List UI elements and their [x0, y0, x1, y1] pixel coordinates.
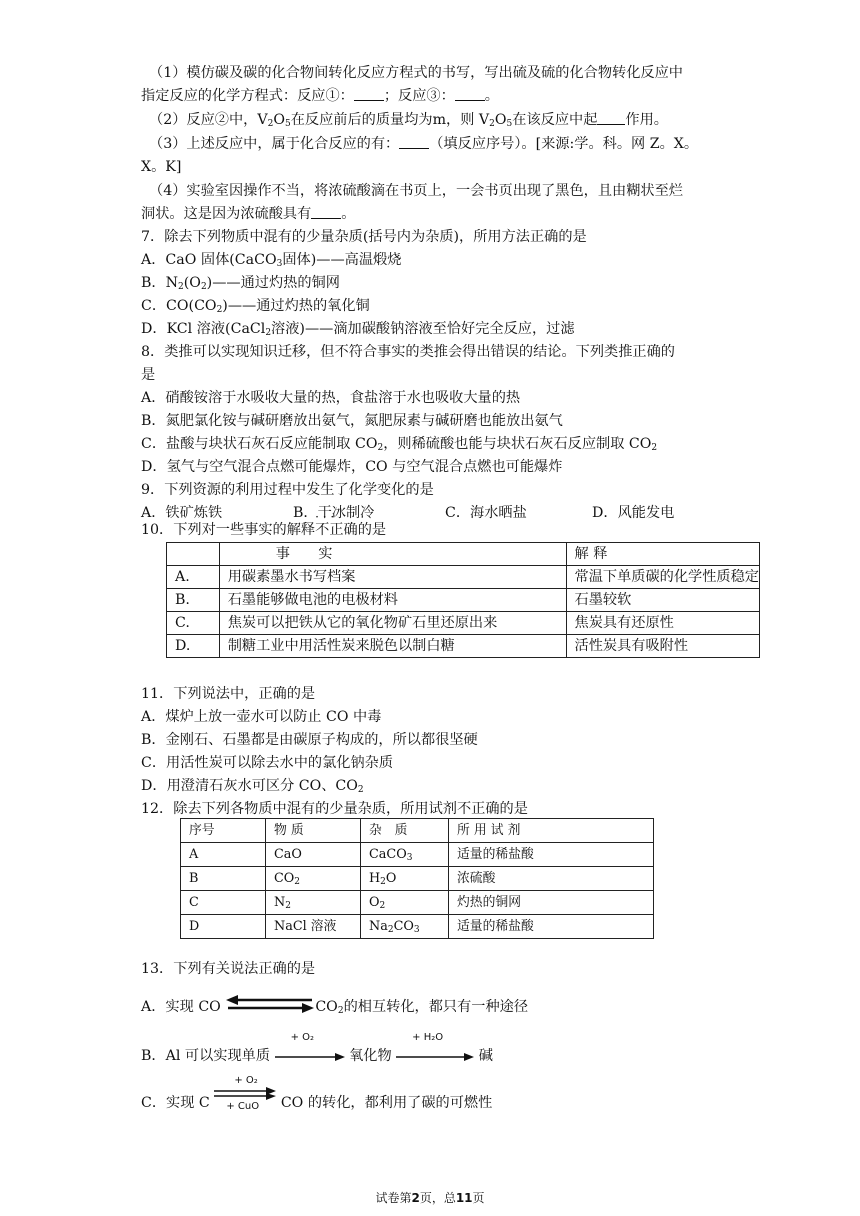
q7-option-b: B．$N_2(O_2)——$通过灼热的铜网	[141, 275, 340, 292]
q6-part4-line1: （4）实验室因操作不当，将浓硫酸滴在书页上，一会书页出现了黑色，且由糊状至烂	[149, 183, 683, 199]
table-cell: CaO	[266, 843, 361, 867]
arrow-plus-o2: + O₂	[275, 1046, 345, 1066]
table-cell	[167, 543, 220, 566]
table-cell: 焦炭可以把铁从它的氧化物矿石里还原出来	[219, 612, 566, 635]
emphasis-dots: 不正确 · · ·	[315, 520, 358, 540]
q7-option-a: A．CaO 固体(CaCO$_3$固体)——高温煅烧	[141, 252, 402, 269]
table-cell: $O_2$	[361, 891, 449, 915]
q13-option-b: B．Al 可以实现单质 + O₂ 氧化物 + H₂O 碱	[141, 1032, 493, 1064]
q9-option-a: A．铁矿炼铁	[141, 505, 223, 521]
table-row	[181, 915, 654, 939]
q9-stem: 9．下列资源的利用过程中发生了化学变化的是	[141, 482, 434, 498]
arrow-plus-o2-cuo: + O₂ + CuO	[214, 1093, 276, 1113]
q8-stem-line2: 是	[141, 367, 156, 383]
table-row	[167, 635, 760, 658]
q8-option-d: D．氢气与空气混合点燃可能爆炸，CO 与空气混合点燃也可能爆炸	[141, 459, 563, 475]
table-cell: 用碳素墨水书写档案	[219, 566, 566, 589]
q8-stem-line1: 8．类推可以实现知识迁移，但不符合事实的类推会得出错误的结论。下列类推正确的	[141, 344, 675, 360]
q11-stem: 11．下列说法中，正确的是	[141, 686, 316, 702]
q6-part1-line1: （1）模仿碳及碳的化合物间转化反应方程式的书写，写出硫及硫的化合物转化反应中	[149, 65, 683, 81]
q13-stem: 13．下列有关说法正确的是	[141, 961, 316, 977]
table-header-fact: 事 实	[219, 543, 566, 566]
table-cell: 制糖工业中用活性炭来脱色以制白糖	[219, 635, 566, 658]
table-cell: 焦炭具有还原性	[566, 612, 759, 635]
q8-option-c: C．盐酸与块状石灰石反应能制取 $CO_2$，则稀硫酸也能与块状石灰石反应制取 $CO_2$	[141, 436, 658, 453]
table-cell: B.	[167, 589, 220, 612]
table-header-cell: 杂 质	[361, 819, 449, 843]
q6-part4-line2: 洞状。这是因为浓硫酸具有 。	[141, 206, 356, 222]
table-cell: CaCO$_3$	[361, 843, 449, 867]
table-header-cell: 所 用 试 剂	[449, 819, 654, 843]
table-cell: 适量的稀盐酸	[449, 843, 654, 867]
table-cell: 适量的稀盐酸	[449, 915, 654, 939]
table-cell: D	[181, 915, 266, 939]
double-arrow-icon	[226, 995, 314, 1013]
table-cell: NaCl 溶液	[266, 915, 361, 939]
table-header-cell: 物 质	[266, 819, 361, 843]
table-row	[167, 612, 760, 635]
table-header-explanation: 解 释	[566, 543, 759, 566]
q13-option-c: C．实现 C + O₂ + CuO CO 的转化，都利用了碳的可燃性	[141, 1075, 493, 1112]
table-header-cell: 序号	[181, 819, 266, 843]
q11-option-a: A．煤炉上放一壶水可以防止 CO 中毒	[141, 709, 382, 725]
q9-option-d: D．风能发电	[592, 505, 675, 521]
q7-option-c: C．$CO(CO_2)——$通过灼热的氧化铜	[141, 298, 370, 315]
q7-stem: 7．除去下列物质中混有的少量杂质(括号内为杂质)，所用方法正确的是	[141, 229, 587, 245]
table-cell: 常温下单质碳的化学性质稳定	[566, 566, 759, 589]
table-row	[181, 891, 654, 915]
answer-blank[interactable]	[455, 88, 485, 101]
q7-option-d: D．KCl 溶液(CaCl$_2$溶液)——滴加碳酸钠溶液至恰好完全反应，过滤	[141, 321, 575, 338]
table-cell: $H_2O$	[361, 867, 449, 891]
q13-option-a: A．实现 CO $CO_2$的相互转化，都只有一种途径	[141, 995, 528, 1017]
q10-stem: 10．下列对一些事实的解释不正确 · · ·的是	[141, 520, 386, 540]
table-cell: $Na_2CO_3$	[361, 915, 449, 939]
q6-part3-line2: X。K]	[141, 159, 182, 175]
q12-table	[180, 818, 654, 939]
answer-blank[interactable]	[399, 136, 429, 149]
q12-stem: 12．除去下列各物质中混有的少量杂质，所用试剂不正确的是	[141, 801, 528, 817]
q8-option-b: B．氮肥氯化铵与碱研磨放出氨气，氮肥尿素与碱研磨也能放出氨气	[141, 413, 563, 429]
page-footer: 试卷第2页，总11页	[375, 1191, 485, 1205]
table-header-row	[181, 819, 654, 843]
table-row	[181, 867, 654, 891]
table-cell: D.	[167, 635, 220, 658]
table-cell: 石墨较软	[566, 589, 759, 612]
table-row	[181, 843, 654, 867]
right-arrow-icon	[275, 1046, 345, 1066]
table-cell: 灼热的铜网	[449, 891, 654, 915]
arrow-plus-h2o: + H₂O	[396, 1046, 474, 1066]
right-arrow-icon	[396, 1046, 474, 1066]
table-row	[167, 566, 760, 589]
table-cell: C	[181, 891, 266, 915]
table-cell: 石墨能够做电池的电极材料	[219, 589, 566, 612]
table-row	[167, 589, 760, 612]
answer-blank[interactable]	[311, 206, 341, 219]
table-cell: A	[181, 843, 266, 867]
table-cell: A.	[167, 566, 220, 589]
q11-option-c: C．用活性炭可以除去水中的氯化钠杂质	[141, 755, 394, 771]
table-cell: $CO_2$	[266, 867, 361, 891]
table-cell: 活性炭具有吸附性	[566, 635, 759, 658]
table-cell: 浓硫酸	[449, 867, 654, 891]
q6-part1-line2: 指定反应的化学方程式：反应①： ；反应③： 。	[141, 88, 499, 104]
q6-part2: （2）反应②中，$V_2O_5$在反应前后的质量均为m，则 $V_2O_5$在该反应中起 作用。	[149, 112, 668, 129]
q11-option-b: B．金刚石、石墨都是由碳原子构成的，所以都很坚硬	[141, 732, 478, 748]
table-cell: C.	[167, 612, 220, 635]
table-cell: B	[181, 867, 266, 891]
q8-option-a: A．硝酸铵溶于水吸收大量的热，食盐溶于水也吸收大量的热	[141, 390, 521, 406]
q11-option-d: D．用澄清石灰水可区分 CO、$CO_2$	[141, 778, 364, 795]
q9-option-b: B．干冰制冷	[293, 505, 375, 521]
table-cell: $N_2$	[266, 891, 361, 915]
answer-blank[interactable]	[354, 88, 384, 101]
table-header-row	[167, 543, 760, 566]
q6-part3-line1: （3）上述反应中，属于化合反应的有： （填反应序号）。[来源:学。科。网 Z。X。	[149, 136, 699, 152]
q10-table	[166, 542, 760, 658]
answer-blank[interactable]	[597, 112, 625, 125]
q9-option-c: C．海水晒盐	[445, 505, 527, 521]
